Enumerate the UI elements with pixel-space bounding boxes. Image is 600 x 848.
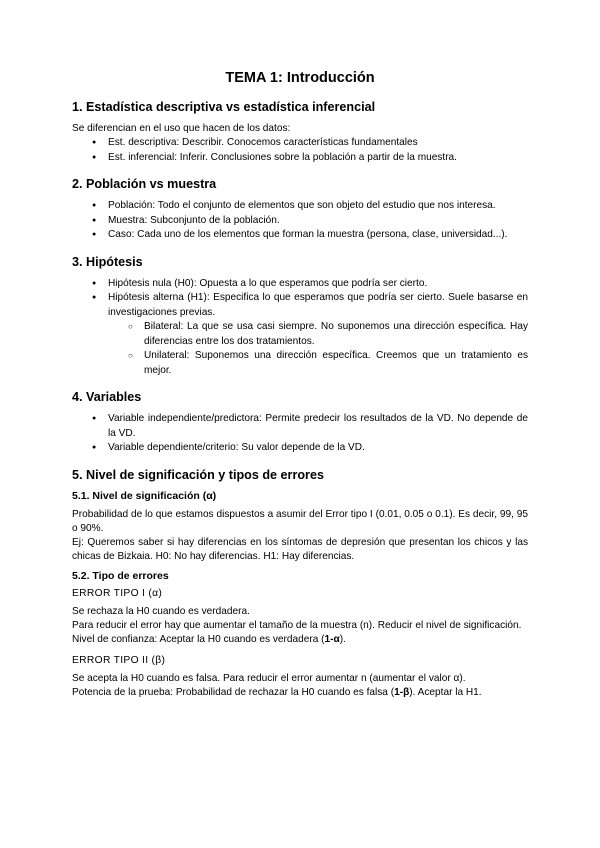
document-page xyxy=(72,70,528,712)
page-title: TEMA 1: Introducción xyxy=(225,70,375,86)
list-item: ● Caso: Cada uno de los elementos que forman la muestra (persona, clase, universidad...). xyxy=(72,228,528,243)
list-item: ● Est. descriptiva: Describir. Conocemos características fundamentales xyxy=(72,136,528,151)
section-3 xyxy=(72,255,528,379)
error-type-1-heading: ERROR TIPO I (α) xyxy=(72,587,163,599)
list-item xyxy=(72,291,528,378)
sub-list-item: ○ Bilateral: La que se usa casi siempre. No suponemos una dirección específica. Hay diferencias entre los dos tratamientos. xyxy=(72,320,528,349)
section-4 xyxy=(72,390,528,456)
section-1-list xyxy=(72,136,528,165)
section-2-list xyxy=(72,199,528,243)
subsection-5-2-heading: 5.2. Tipo de errores xyxy=(72,569,169,582)
list-item: ● Variable dependiente/criterio: Su valor depende de la VD. xyxy=(72,441,528,456)
section-4-list xyxy=(72,412,528,456)
section-1 xyxy=(72,100,528,165)
subsection-5-1-definition: Probabilidad de lo que estamos dispuestos a asumir del Error tipo I (0.01, 0.05 o 0.1). Es decir, 99, 95 o 90%. xyxy=(72,508,528,534)
section-5-heading: 5. Nivel de significación y tipos de errores xyxy=(72,467,324,482)
error-type-1-line-2: Para reducir el error hay que aumentar el tamaño de la muestra (n). Reducir el nivel de significación. xyxy=(72,619,522,631)
subsection-5-1-example: Ej: Queremos saber si hay diferencias en los síntomas de depresión que presentan los chicos y las chicas de Bizkaia. H0: No hay diferencias. H1: Hay diferencias. xyxy=(72,536,528,562)
list-item: ● Hipótesis nula (H0): Opuesta a lo que esperamos que podría ser cierto. xyxy=(72,277,528,292)
section-4-heading: 4. Variables xyxy=(72,390,142,404)
section-1-intro: Se diferencian en el uso que hacen de los datos: xyxy=(72,123,291,134)
error-type-2-line-1: Se acepta la H0 cuando es falsa. Para reducir el error aumentar n (aumentar el valor α). xyxy=(72,672,466,684)
sub-list-item: ○ Unilateral: Suponemos una dirección específica. Creemos que un tratamiento es mejor. xyxy=(72,349,528,378)
section-1-heading: 1. Estadística descriptiva vs estadística inferencial xyxy=(72,100,376,114)
list-item: ● Est. inferencial: Inferir. Conclusiones sobre la población a partir de la muestra. xyxy=(72,151,528,166)
list-item: ● Población: Todo el conjunto de elementos que son objeto del estudio que nos interesa. xyxy=(72,199,528,214)
list-item: ● Muestra: Subconjunto de la población. xyxy=(72,214,528,229)
error-type-2-line-2: Potencia de la prueba: Probabilidad de rechazar la H0 cuando es falsa (1-β). Aceptar la H1. xyxy=(72,686,482,698)
section-2-heading: 2. Población vs muestra xyxy=(72,177,217,191)
section-3-list xyxy=(72,277,528,379)
section-3-heading: 3. Hipótesis xyxy=(72,254,143,269)
section-2 xyxy=(72,177,528,243)
list-item-text: Hipótesis alterna (H1): Especifica lo que esperamos que podría ser cierto. Suele basarse en investigaciones previas. xyxy=(108,292,528,318)
list-item: ● Variable independiente/predictora: Permite predecir los resultados de la VD. No depende de la VD. xyxy=(72,412,528,441)
section-5 xyxy=(72,468,528,700)
error-type-2-heading: ERROR TIPO II (β) xyxy=(72,654,166,666)
error-type-1-line-1: Se rechaza la H0 cuando es verdadera. xyxy=(72,605,250,617)
subsection-5-1-heading: 5.1. Nivel de significación (α) xyxy=(72,489,217,502)
section-3-sublist xyxy=(72,320,528,378)
error-type-1-line-3: Nivel de confianza: Aceptar la H0 cuando es verdadera (1-α). xyxy=(72,633,346,645)
